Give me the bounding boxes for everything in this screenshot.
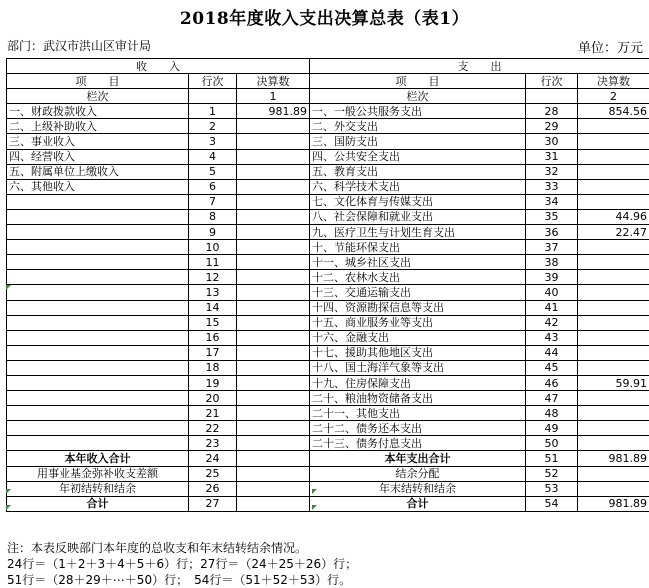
empty-cell [578, 466, 649, 481]
income-line: 8 [189, 209, 237, 224]
cell-marker-icon [312, 489, 317, 494]
income-item [7, 330, 189, 345]
income-line: 14 [189, 300, 237, 315]
expense-amount [578, 134, 649, 149]
expense-amount [578, 391, 649, 406]
begin-balance-line: 26 [189, 481, 237, 496]
table-row [7, 194, 649, 209]
income-amount [237, 345, 310, 360]
income-amount [237, 149, 310, 164]
income-item [7, 315, 189, 330]
income-line: 6 [189, 179, 237, 194]
expense-amount [578, 240, 649, 255]
income-amount [237, 270, 310, 285]
income-amount [237, 179, 310, 194]
report-title: 2018年度收入支出决算总表（表1） [179, 9, 470, 29]
table-row [7, 345, 649, 360]
reserve-row [7, 466, 649, 481]
income-amount: 981.89 [237, 104, 310, 119]
income-line: 15 [189, 315, 237, 330]
expense-item: 十五、商业服务业等支出 [310, 315, 526, 330]
expense-item: 二十、粮油物资储备支出 [310, 391, 526, 406]
expense-total-label: 本年支出合计 [310, 451, 526, 466]
cell-marker-icon [312, 505, 317, 510]
income-amount [237, 164, 310, 179]
footnote-line: 24行＝（1＋2＋3＋4＋5＋6）行；27行＝（24＋25＋26）行； [7, 557, 358, 571]
expense-item: 十九、住房保障支出 [310, 375, 526, 390]
expense-line: 40 [526, 285, 578, 300]
income-amount [237, 119, 310, 134]
income-item: 四、经营收入 [7, 149, 189, 164]
expense-item: 一、一般公共服务支出 [310, 104, 526, 119]
unit-label: 单位：万元 [577, 41, 643, 56]
expense-line: 43 [526, 330, 578, 345]
income-line: 23 [189, 436, 237, 451]
expense-line: 46 [526, 375, 578, 390]
end-balance-label: 年末结转和结余 [310, 481, 526, 496]
table-row [7, 285, 649, 300]
table-row [7, 270, 649, 285]
expense-amount [578, 300, 649, 315]
distribution-line: 52 [526, 466, 578, 481]
expense-line: 30 [526, 134, 578, 149]
income-line: 11 [189, 255, 237, 270]
expense-line: 48 [526, 406, 578, 421]
table-row [7, 255, 649, 270]
income-item [7, 436, 189, 451]
expense-line: 35 [526, 209, 578, 224]
expense-amount [578, 345, 649, 360]
section-header-row [7, 59, 649, 74]
income-item: 一、财政拨款收入 [7, 104, 189, 119]
expense-amount [578, 164, 649, 179]
expense-line: 28 [526, 104, 578, 119]
expense-line: 37 [526, 240, 578, 255]
table-row [7, 179, 649, 194]
income-item: 二、上级补助收入 [7, 119, 189, 134]
expense-amount [578, 255, 649, 270]
empty-cell [189, 89, 237, 104]
expense-item: 二十三、债务付息支出 [310, 436, 526, 451]
income-sum-amount [237, 496, 310, 511]
expense-item: 十、节能环保支出 [310, 240, 526, 255]
income-item [7, 270, 189, 285]
income-item [7, 360, 189, 375]
expense-line-header: 行次 [526, 74, 578, 89]
expense-section-header: 支 出 [310, 59, 649, 74]
expense-line: 44 [526, 345, 578, 360]
income-item-header: 项 目 [7, 74, 189, 89]
end-balance-line: 53 [526, 481, 578, 496]
income-line: 20 [189, 391, 237, 406]
income-line: 13 [189, 285, 237, 300]
income-item [7, 391, 189, 406]
income-line: 17 [189, 345, 237, 360]
expense-amount: 22.47 [578, 225, 649, 240]
table-row [7, 330, 649, 345]
expense-amount [578, 360, 649, 375]
expense-line: 42 [526, 315, 578, 330]
table-row [7, 421, 649, 436]
income-line: 21 [189, 406, 237, 421]
table-row [7, 436, 649, 451]
expense-sum-line: 54 [526, 496, 578, 511]
income-amount [237, 330, 310, 345]
expense-sum-label: 合计 [310, 496, 526, 511]
expense-item: 十一、城乡社区支出 [310, 255, 526, 270]
expense-amount [578, 179, 649, 194]
reserve-label: 用事业基金弥补收支差额 [7, 466, 189, 481]
table-row [7, 300, 649, 315]
income-line: 16 [189, 330, 237, 345]
table-row [7, 119, 649, 134]
expense-amount [578, 315, 649, 330]
expense-total-amount: 981.89 [578, 451, 649, 466]
income-item [7, 345, 189, 360]
income-line: 7 [189, 194, 237, 209]
expense-amount: 44.96 [578, 209, 649, 224]
expense-column-label: 栏次 [310, 89, 526, 104]
income-item [7, 300, 189, 315]
income-item [7, 209, 189, 224]
balance-row [7, 481, 649, 496]
expense-line: 33 [526, 179, 578, 194]
expense-line: 32 [526, 164, 578, 179]
table-row [7, 104, 649, 119]
income-item [7, 240, 189, 255]
expense-item: 六、科学技术支出 [310, 179, 526, 194]
income-amount [237, 436, 310, 451]
expense-amount [578, 194, 649, 209]
expense-item: 二、外交支出 [310, 119, 526, 134]
income-item [7, 255, 189, 270]
expense-line: 31 [526, 149, 578, 164]
column-header-row [7, 74, 649, 89]
expense-item: 十三、交通运输支出 [310, 285, 526, 300]
expense-amount [578, 285, 649, 300]
cell-marker-icon [6, 285, 11, 290]
expense-amount [578, 421, 649, 436]
income-item [7, 194, 189, 209]
expense-line: 49 [526, 421, 578, 436]
income-line: 5 [189, 164, 237, 179]
expense-item: 十七、援助其他地区支出 [310, 345, 526, 360]
expense-item: 十六、金融支出 [310, 330, 526, 345]
income-line-header: 行次 [189, 74, 237, 89]
expense-line: 39 [526, 270, 578, 285]
income-amount-header: 决算数 [237, 74, 310, 89]
table-row [7, 225, 649, 240]
expense-item: 二十一、其他支出 [310, 406, 526, 421]
income-amount [237, 209, 310, 224]
income-line: 18 [189, 360, 237, 375]
income-amount [237, 315, 310, 330]
income-item [7, 406, 189, 421]
expense-item: 十四、资源勘探信息等支出 [310, 300, 526, 315]
distribution-label: 结余分配 [310, 466, 526, 481]
expense-line: 41 [526, 300, 578, 315]
income-item [7, 285, 189, 300]
income-amount [237, 360, 310, 375]
income-amount [237, 391, 310, 406]
expense-item: 二十二、债务还本支出 [310, 421, 526, 436]
income-line: 10 [189, 240, 237, 255]
income-line: 3 [189, 134, 237, 149]
expense-line: 29 [526, 119, 578, 134]
footnote-line: 注：本表反映部门本年度的总收支和年末结转结余情况。 [7, 541, 308, 555]
income-total-line: 24 [189, 451, 237, 466]
income-amount [237, 375, 310, 390]
income-line: 2 [189, 119, 237, 134]
table-row [7, 406, 649, 421]
income-amount [237, 225, 310, 240]
expense-amount [578, 149, 649, 164]
income-column-number: 1 [237, 89, 310, 104]
income-item: 三、事业收入 [7, 134, 189, 149]
income-amount [237, 285, 310, 300]
table-row [7, 240, 649, 255]
empty-cell [526, 89, 578, 104]
table-row [7, 391, 649, 406]
income-sum-line: 27 [189, 496, 237, 511]
income-amount [237, 300, 310, 315]
expense-item: 七、文化体育与传媒支出 [310, 194, 526, 209]
income-amount [237, 134, 310, 149]
income-item [7, 375, 189, 390]
expense-item: 九、医疗卫生与计划生育支出 [310, 225, 526, 240]
expense-amount [578, 119, 649, 134]
expense-line: 38 [526, 255, 578, 270]
expense-line: 34 [526, 194, 578, 209]
cell-marker-icon [6, 489, 11, 494]
total-row [7, 451, 649, 466]
table-row [7, 375, 649, 390]
income-amount [237, 406, 310, 421]
income-item [7, 421, 189, 436]
summary-table [6, 58, 649, 512]
department-label: 部门：武汉市洪山区审计局 [7, 39, 152, 53]
cell-marker-icon [6, 505, 11, 510]
income-amount [237, 255, 310, 270]
table-row [7, 209, 649, 224]
expense-line: 45 [526, 360, 578, 375]
expense-line: 36 [526, 225, 578, 240]
expense-amount [578, 330, 649, 345]
income-line: 19 [189, 375, 237, 390]
table-row [7, 164, 649, 179]
income-amount [237, 240, 310, 255]
income-item [7, 225, 189, 240]
expense-amount-header: 决算数 [578, 74, 649, 89]
income-amount [237, 421, 310, 436]
begin-balance-label: 年初结转和结余 [7, 481, 189, 496]
income-line: 12 [189, 270, 237, 285]
empty-cell [578, 481, 649, 496]
income-sum-label: 合计 [7, 496, 189, 511]
expense-total-line: 51 [526, 451, 578, 466]
expense-amount [578, 406, 649, 421]
income-amount [237, 194, 310, 209]
income-column-label: 栏次 [7, 89, 189, 104]
empty-cell [237, 481, 310, 496]
expense-item: 四、公共安全支出 [310, 149, 526, 164]
expense-line: 47 [526, 391, 578, 406]
expense-sum-amount: 981.89 [578, 496, 649, 511]
table-row [7, 360, 649, 375]
expense-amount [578, 270, 649, 285]
table-row [7, 315, 649, 330]
income-item: 六、其他收入 [7, 179, 189, 194]
expense-item: 五、教育支出 [310, 164, 526, 179]
expense-item: 十二、农林水支出 [310, 270, 526, 285]
income-line: 22 [189, 421, 237, 436]
income-line: 4 [189, 149, 237, 164]
income-line: 9 [189, 225, 237, 240]
expense-amount: 59.91 [578, 375, 649, 390]
expense-item-header: 项 目 [310, 74, 526, 89]
expense-amount: 854.56 [578, 104, 649, 119]
grand-total-row [7, 496, 649, 511]
table-row [7, 149, 649, 164]
footnotes [7, 540, 357, 588]
expense-line: 50 [526, 436, 578, 451]
empty-cell [237, 466, 310, 481]
expense-item: 三、国防支出 [310, 134, 526, 149]
table-row [7, 134, 649, 149]
footnote-line: 51行＝（28＋29＋⋯＋50）行； 54行＝（51＋52＋53）行。 [7, 573, 352, 587]
expense-item: 八、社会保障和就业支出 [310, 209, 526, 224]
income-line: 1 [189, 104, 237, 119]
income-item: 五、附属单位上缴收入 [7, 164, 189, 179]
expense-column-number: 2 [578, 89, 649, 104]
expense-amount [578, 436, 649, 451]
expense-item: 十八、国土海洋气象等支出 [310, 360, 526, 375]
income-total-label: 本年收入合计 [7, 451, 189, 466]
income-total-amount [237, 451, 310, 466]
reserve-line: 25 [189, 466, 237, 481]
income-section-header: 收 入 [7, 59, 310, 74]
column-index-row [7, 89, 649, 104]
